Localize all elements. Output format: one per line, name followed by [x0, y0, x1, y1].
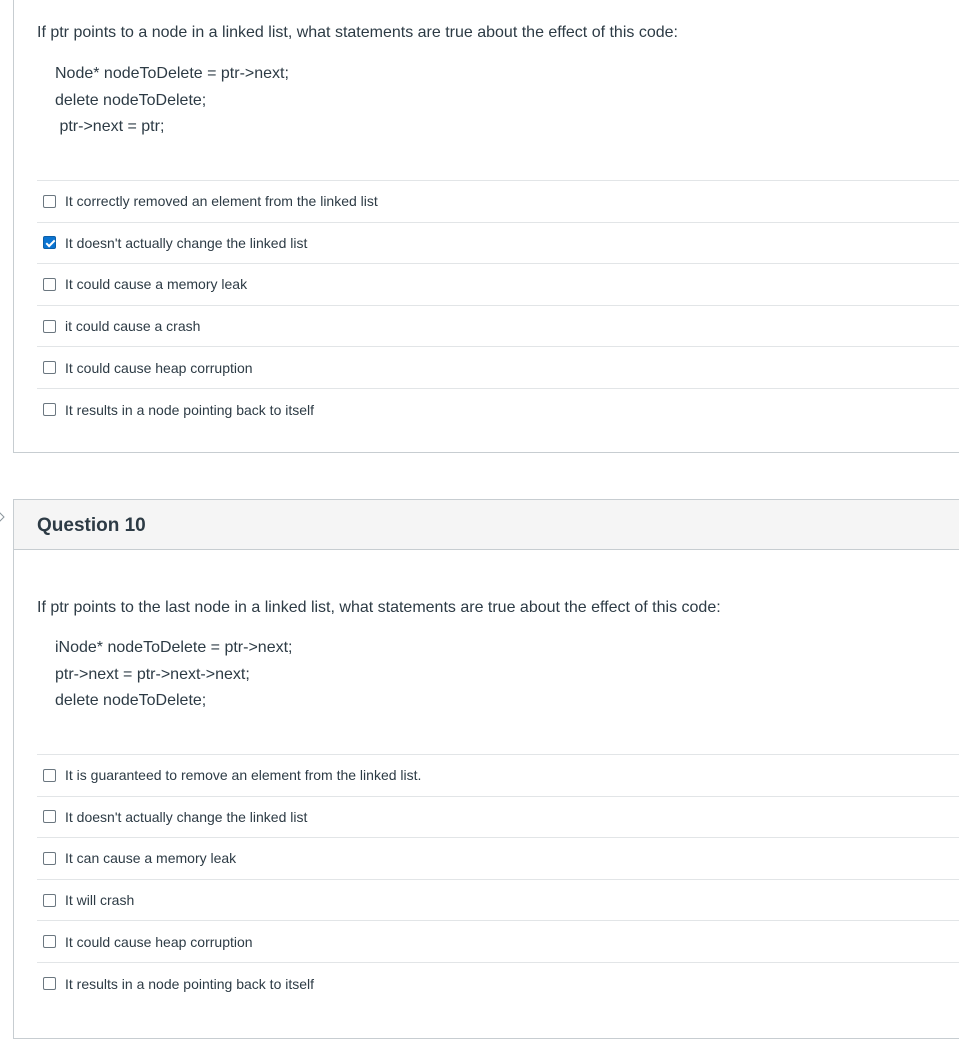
question-10-card: [13, 499, 959, 1039]
checkbox[interactable]: [43, 810, 56, 823]
answer-option[interactable]: [37, 880, 959, 922]
answer-option[interactable]: [37, 223, 959, 265]
code-line: iNode* nodeToDelete = ptr->next;: [55, 639, 293, 656]
question-9-code: [55, 61, 289, 141]
answer-option[interactable]: [37, 963, 959, 1005]
code-line: ptr->next = ptr;: [55, 118, 165, 135]
checkbox[interactable]: [43, 769, 56, 782]
answer-label: It will crash: [65, 892, 135, 909]
answer-label: It doesn't actually change the linked list: [65, 808, 308, 825]
question-title: Question 10: [37, 514, 146, 536]
answer-label: It could cause a memory leak: [65, 276, 248, 293]
chevron-right-icon: [0, 512, 5, 522]
answer-label: It could cause heap corruption: [65, 359, 253, 376]
answer-label: It can cause a memory leak: [65, 850, 237, 867]
checkbox[interactable]: [43, 403, 56, 416]
answer-label: It correctly removed an element from the linked list: [65, 193, 378, 210]
question-10-text: If ptr points to the last node in a linked list, what statements are true about the effect of this code:: [37, 599, 721, 616]
checkbox[interactable]: [43, 361, 56, 374]
answer-option[interactable]: [37, 347, 959, 389]
answer-label: it could cause a crash: [65, 318, 201, 335]
checkbox[interactable]: [43, 894, 56, 907]
code-line: delete nodeToDelete;: [55, 692, 207, 709]
question-10-code: [55, 635, 292, 715]
answer-option[interactable]: [37, 306, 959, 348]
question-9-text: If ptr points to a node in a linked list, what statements are true about the effect of this code:: [37, 24, 678, 41]
question-header: [14, 500, 959, 550]
checkbox[interactable]: [43, 278, 56, 291]
answer-label: It results in a node pointing back to itself: [65, 401, 315, 418]
question-9-card: [13, 0, 959, 453]
answer-label: It could cause heap corruption: [65, 933, 253, 950]
answer-label: It is guaranteed to remove an element from the linked list.: [65, 767, 422, 784]
answer-label: It results in a node pointing back to itself: [65, 975, 315, 992]
answer-option[interactable]: [37, 921, 959, 963]
checkbox[interactable]: [43, 195, 56, 208]
answer-option[interactable]: [37, 181, 959, 223]
question-9-answers: [37, 180, 959, 431]
answer-option[interactable]: [37, 797, 959, 839]
answer-option[interactable]: [37, 389, 959, 431]
checkbox[interactable]: [43, 320, 56, 333]
question-10-answers: [37, 754, 959, 1005]
answer-option[interactable]: [37, 838, 959, 880]
checkbox[interactable]: [43, 852, 56, 865]
checkbox-checked[interactable]: [43, 236, 56, 249]
code-line: ptr->next = ptr->next->next;: [55, 665, 250, 683]
checkbox[interactable]: [43, 977, 56, 990]
code-line: Node* nodeToDelete = ptr->next;: [55, 65, 289, 82]
answer-label: It doesn't actually change the linked list: [65, 234, 308, 251]
answer-option[interactable]: [37, 755, 959, 797]
answer-option[interactable]: [37, 264, 959, 306]
code-line: delete nodeToDelete;: [55, 91, 207, 109]
checkbox[interactable]: [43, 935, 56, 948]
